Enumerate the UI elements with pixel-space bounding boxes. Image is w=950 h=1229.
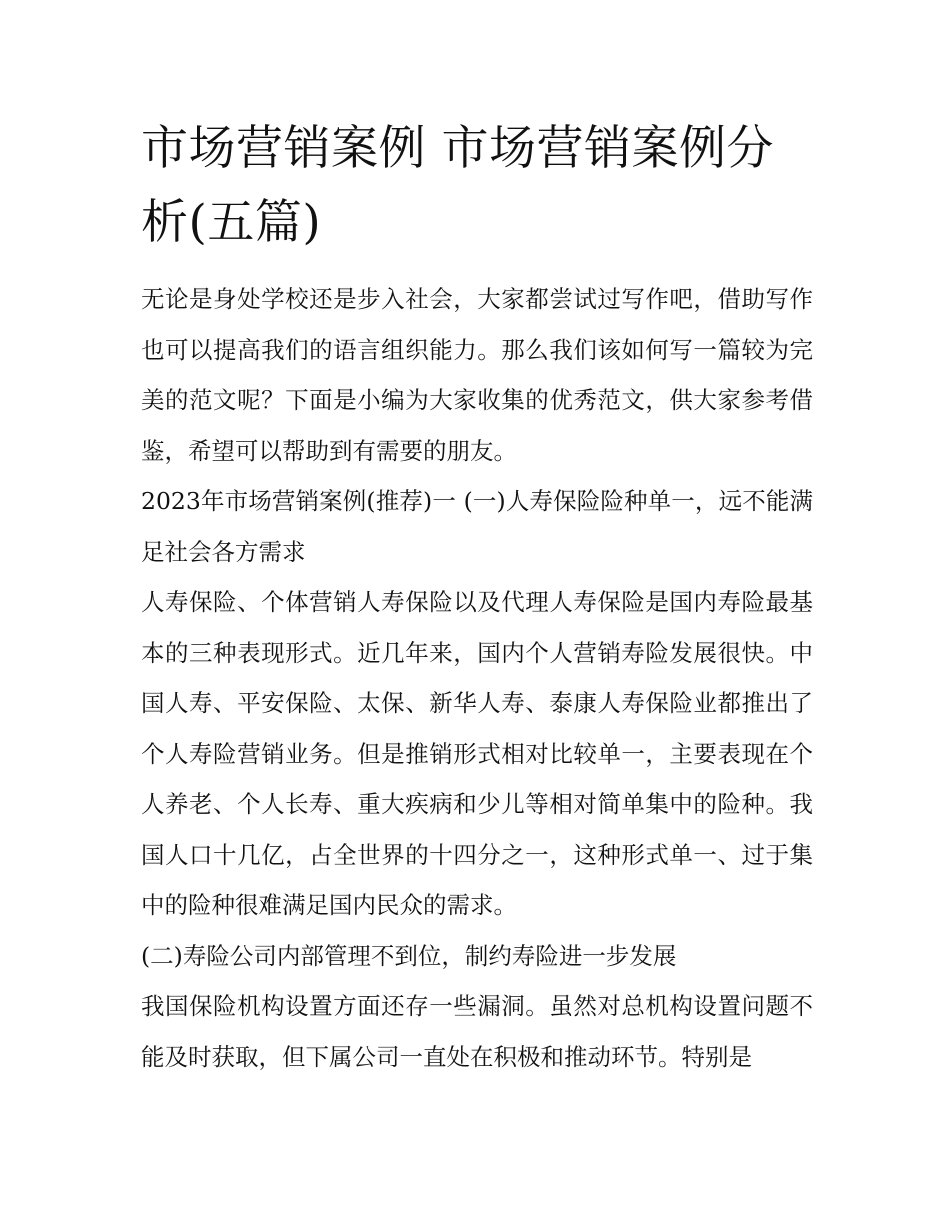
section-heading-one: 2023年市场营销案例(推荐)一 (一)人寿保险险种单一，远不能满足社会各方需求 (141, 487, 813, 566)
intro-paragraph: 无论是身处学校还是步入社会，大家都尝试过写作吧，借助写作也可以提高我们的语言组织能力。那么我们该如何写一篇较为完美的范文呢？下面是小编为大家收集的优秀范文，供大家参考借鉴，希望可以帮助到有需要的朋友。 (141, 285, 813, 465)
document-body (141, 112, 813, 1082)
body-paragraph: 我国保险机构设置方面还存一些漏洞。虽然对总机构设置问题不能及时获取，但下属公司一直处在积极和推动环节。特别是 (141, 992, 813, 1071)
document-title: 市场营销案例 市场营销案例分析(五篇) (141, 121, 774, 250)
section-heading-two: (二)寿险公司内部管理不到位，制约寿险进一步发展 (141, 941, 677, 970)
body-paragraph: 人寿保险、个体营销人寿保险以及代理人寿保险是国内寿险最基本的三种表现形式。近几年来，国内个人营销寿险发展很快。中国人寿、平安保险、太保、新华人寿、泰康人寿保险业都推出了个人寿险营销业务。但是推销形式相对比较单一，主要表现在个人养老、个人长寿、重大疾病和少儿等相对简单集中的险种。我国人口十几亿，占全世界的十四分之一，这种形式单一、过于集中的险种很难满足国内民众的需求。 (141, 588, 813, 919)
